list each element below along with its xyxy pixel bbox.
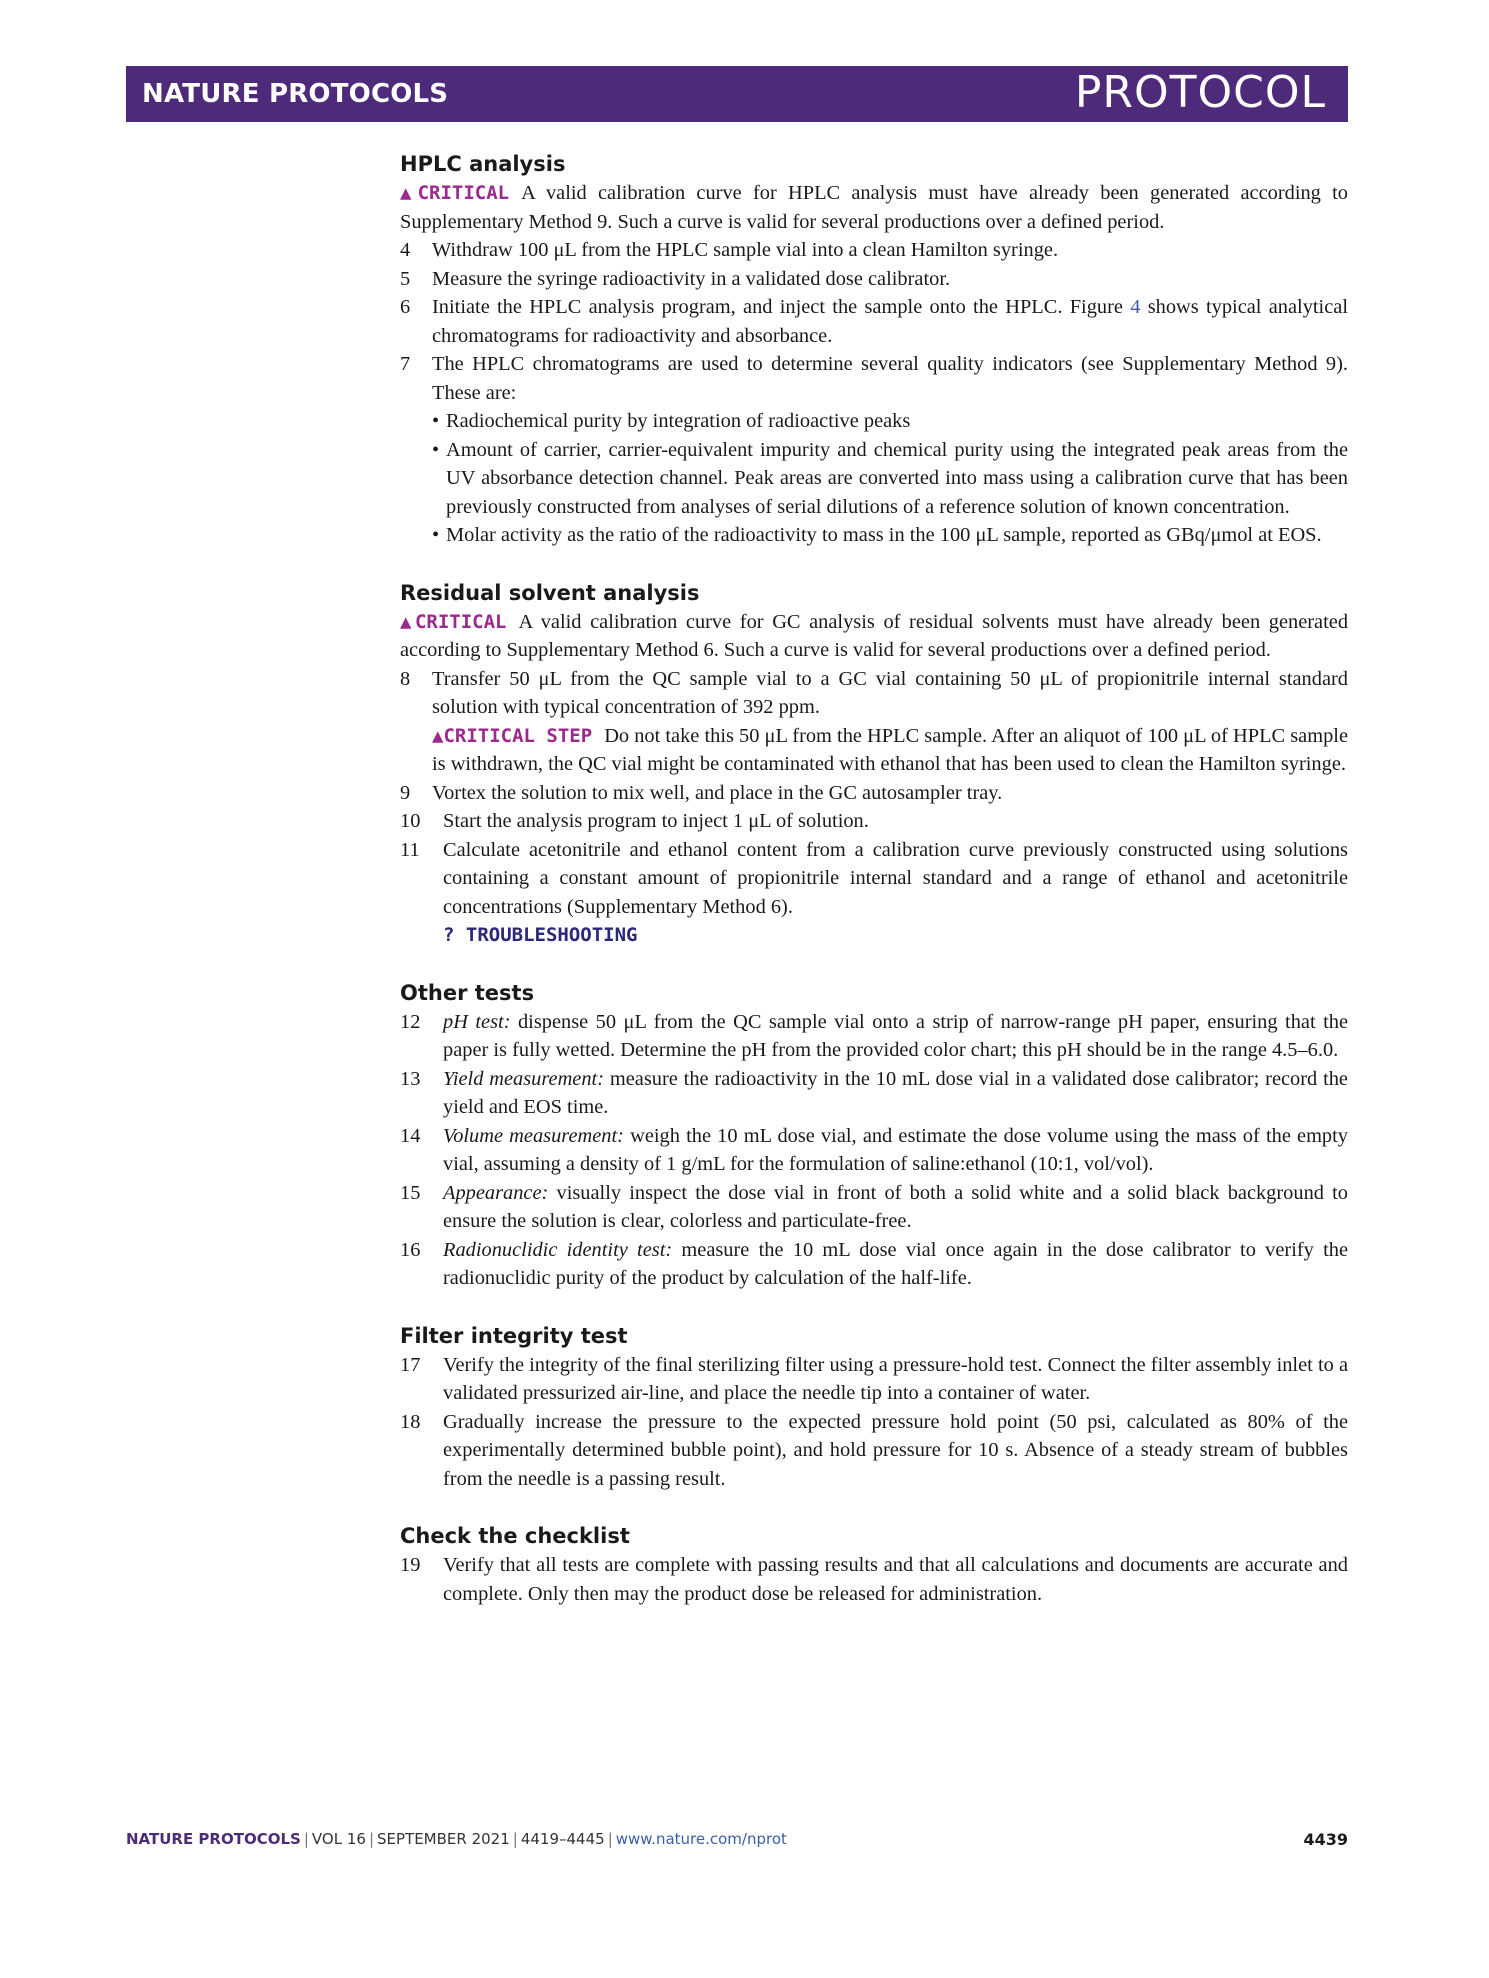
procedure-step — [400, 1236, 1348, 1293]
step-term: Volume measurement: — [443, 1124, 624, 1147]
footer-volume: VOL 16 — [311, 1830, 366, 1848]
section-other-tests — [400, 978, 1348, 1293]
step-number: 15 — [400, 1181, 421, 1204]
section-title: Check the checklist — [400, 1524, 630, 1548]
critical-label: ▲CRITICAL — [400, 610, 507, 633]
step-text: Withdraw 100 μL from the HPLC sample vial into a clean Hamilton syringe. — [432, 239, 1059, 261]
footer-date: SEPTEMBER 2021 — [377, 1830, 510, 1848]
critical-step-label: ▲CRITICAL STEP — [432, 724, 593, 747]
procedure-step — [400, 350, 1348, 550]
step-text: Gradually increase the pressure to the expected pressure hold point (50 psi, calculated as 80% of the experimentally determined bubble point), and hold pressure for 10 s. Absence of a steady stream of bubbles from the needle is a passing result. — [443, 1410, 1348, 1490]
step-text: shows typical analytical chromatograms for radioactivity and absorbance. — [432, 296, 1348, 347]
bullet-text: Molar activity as the ratio of the radioactivity to mass in the 100 μL sample, reported as GBq/μmol at EOS. — [446, 524, 1322, 546]
procedure-step — [400, 807, 1348, 836]
procedure-step — [400, 1351, 1348, 1408]
troubleshooting-link[interactable]: ? TROUBLESHOOTING — [443, 924, 638, 946]
critical-step-note — [432, 722, 1348, 779]
step-number: 10 — [400, 810, 421, 832]
bullet-item — [432, 521, 1348, 550]
page-footer — [126, 1830, 1348, 1854]
article-type: PROTOCOL — [1074, 67, 1326, 118]
bullet-icon: • — [432, 410, 440, 432]
step-text: visually inspect the dose vial in front of both a solid white and a solid black background to ensure the solution is clear, colorless and particulate-free. — [443, 1181, 1348, 1232]
bullet-item — [432, 436, 1348, 522]
step-number: 14 — [400, 1124, 421, 1147]
bullet-text: Radiochemical purity by integration of radioactive peaks — [446, 410, 911, 432]
step-text: Transfer 50 μL from the QC sample vial to a GC vial containing 50 μL of propionitrile internal standard solution with typical concentration of 392 ppm. — [432, 667, 1348, 718]
step-text: dispense 50 μL from the QC sample vial onto a strip of narrow-range pH paper, ensuring that the paper is fully wetted. Determine the pH from the provided color chart; this pH should be in the range 4.5–6.0. — [443, 1010, 1348, 1061]
bullet-text: Amount of carrier, carrier-equivalent impurity and chemical purity using the integrated peak areas from the UV absorbance detection channel. Peak areas are converted into mass using a calibration curve that has been previously constructed from analyses of serial dilutions of a reference solution of known concentration. — [446, 438, 1348, 518]
footer-separator: | — [607, 1830, 613, 1848]
procedure-step — [400, 1065, 1348, 1122]
step-text: Verify the integrity of the final sterilizing filter using a pressure-hold test. Connect the filter assembly inlet to a validated pressurized air-line, and place the needle tip into a container of water. — [443, 1353, 1348, 1404]
step-text: weigh the 10 mL dose vial, and estimate the dose volume using the mass of the empty vial, assuming a density of 1 g/mL for the formulation of saline:ethanol (10:1, vol/vol). — [443, 1124, 1348, 1175]
step-number: 7 — [400, 353, 411, 375]
step-text: Start the analysis program to inject 1 μL of solution. — [443, 810, 869, 832]
step-number: 16 — [400, 1238, 421, 1261]
critical-label: ▲CRITICAL — [400, 182, 510, 204]
critical-step-text: Do not take this 50 μL from the HPLC sample. After an aliquot of 100 μL of HPLC sample is withdrawn, the QC vial might be contaminated with ethanol that has been used to clean the Hamilton syringe. — [432, 724, 1348, 775]
section-title: Filter integrity test — [400, 1323, 628, 1348]
journal-header-bar — [126, 66, 1348, 122]
step-text: Initiate the HPLC analysis program, and inject the sample onto the HPLC. Figure — [432, 296, 1131, 318]
bullet-icon: • — [432, 438, 440, 461]
step-text: Measure the syringe radioactivity in a validated dose calibrator. — [432, 267, 951, 290]
step-term: Appearance: — [443, 1181, 549, 1204]
procedure-step — [400, 1551, 1348, 1608]
procedure-step — [400, 236, 1348, 265]
footer-journal: NATURE PROTOCOLS — [126, 1830, 301, 1848]
procedure-step — [400, 836, 1348, 950]
step-number: 18 — [400, 1410, 421, 1433]
procedure-step — [400, 1408, 1348, 1494]
step-number: 4 — [400, 239, 411, 261]
procedure-step — [400, 1008, 1348, 1065]
critical-note — [400, 608, 1348, 665]
section-title: HPLC analysis — [400, 152, 566, 176]
bullet-icon: • — [432, 524, 440, 546]
step-text: measure the radioactivity in the 10 mL dose vial in a validated dose calibrator; record the yield and EOS time. — [443, 1067, 1348, 1118]
step-number: 13 — [400, 1067, 421, 1090]
step-number: 9 — [400, 781, 411, 804]
step-term: Yield measurement: — [443, 1067, 605, 1090]
footer-separator: | — [368, 1830, 374, 1848]
step-term: pH test: — [443, 1010, 511, 1033]
procedure-step — [400, 1122, 1348, 1179]
section-hplc-analysis — [400, 149, 1348, 550]
step-number: 8 — [400, 667, 411, 690]
footer-url-link[interactable]: www.nature.com/nprot — [615, 1830, 787, 1848]
step-number: 19 — [400, 1554, 421, 1576]
step-number: 17 — [400, 1353, 421, 1376]
critical-text: A valid calibration curve for GC analysis of residual solvents must have already been generated according to Supplementary Method 6. Such a curve is valid for several productions over a defined period. — [400, 610, 1349, 661]
step-number: 5 — [400, 267, 411, 290]
section-title: Residual solvent analysis — [400, 580, 700, 605]
step-number: 6 — [400, 296, 411, 318]
step-text: Verify that all tests are complete with passing results and that all calculations and documents are accurate and complete. Only then may the product dose be released for administration. — [443, 1554, 1348, 1605]
step-number: 11 — [400, 838, 420, 861]
page-number: 4439 — [1303, 1830, 1348, 1849]
critical-note — [400, 179, 1348, 236]
procedure-step — [400, 1179, 1348, 1236]
step-text: Vortex the solution to mix well, and place in the GC autosampler tray. — [432, 781, 1003, 804]
section-residual-solvent-analysis — [400, 578, 1348, 950]
procedure-step — [400, 665, 1348, 779]
bullet-item — [432, 407, 1348, 436]
critical-text: A valid calibration curve for HPLC analysis must have already been generated according to Supplementary Method 9. Such a curve is valid for several productions over a defined period. — [400, 182, 1348, 233]
footer-pages: 4419–4445 — [520, 1830, 605, 1848]
procedure-step — [400, 779, 1348, 808]
figure-link[interactable]: 4 — [1130, 296, 1141, 318]
step-term: Radionuclidic identity test: — [443, 1238, 673, 1261]
procedure-step — [400, 265, 1348, 294]
article-body — [400, 149, 1348, 1636]
journal-name: NATURE PROTOCOLS — [142, 79, 449, 109]
step-text: measure the 10 mL dose vial once again in the dose calibrator to verify the radionuclidic purity of the product by calculation of the half-life. — [443, 1238, 1348, 1289]
section-title: Other tests — [400, 980, 535, 1005]
step-text: Calculate acetonitrile and ethanol content from a calibration curve previously constructed using solutions containing a constant amount of propionitrile internal standard and a range of ethanol and acetonitrile concentrations (Supplementary Method 6). — [443, 838, 1348, 918]
step-number: 12 — [400, 1010, 421, 1033]
step-text: The HPLC chromatograms are used to determine several quality indicators (see Supplementary Method 9). These are: — [432, 353, 1348, 404]
section-check-the-checklist — [400, 1521, 1348, 1608]
footer-separator: | — [303, 1830, 309, 1848]
procedure-step — [400, 293, 1348, 350]
footer-separator: | — [512, 1830, 518, 1848]
section-filter-integrity-test — [400, 1321, 1348, 1494]
